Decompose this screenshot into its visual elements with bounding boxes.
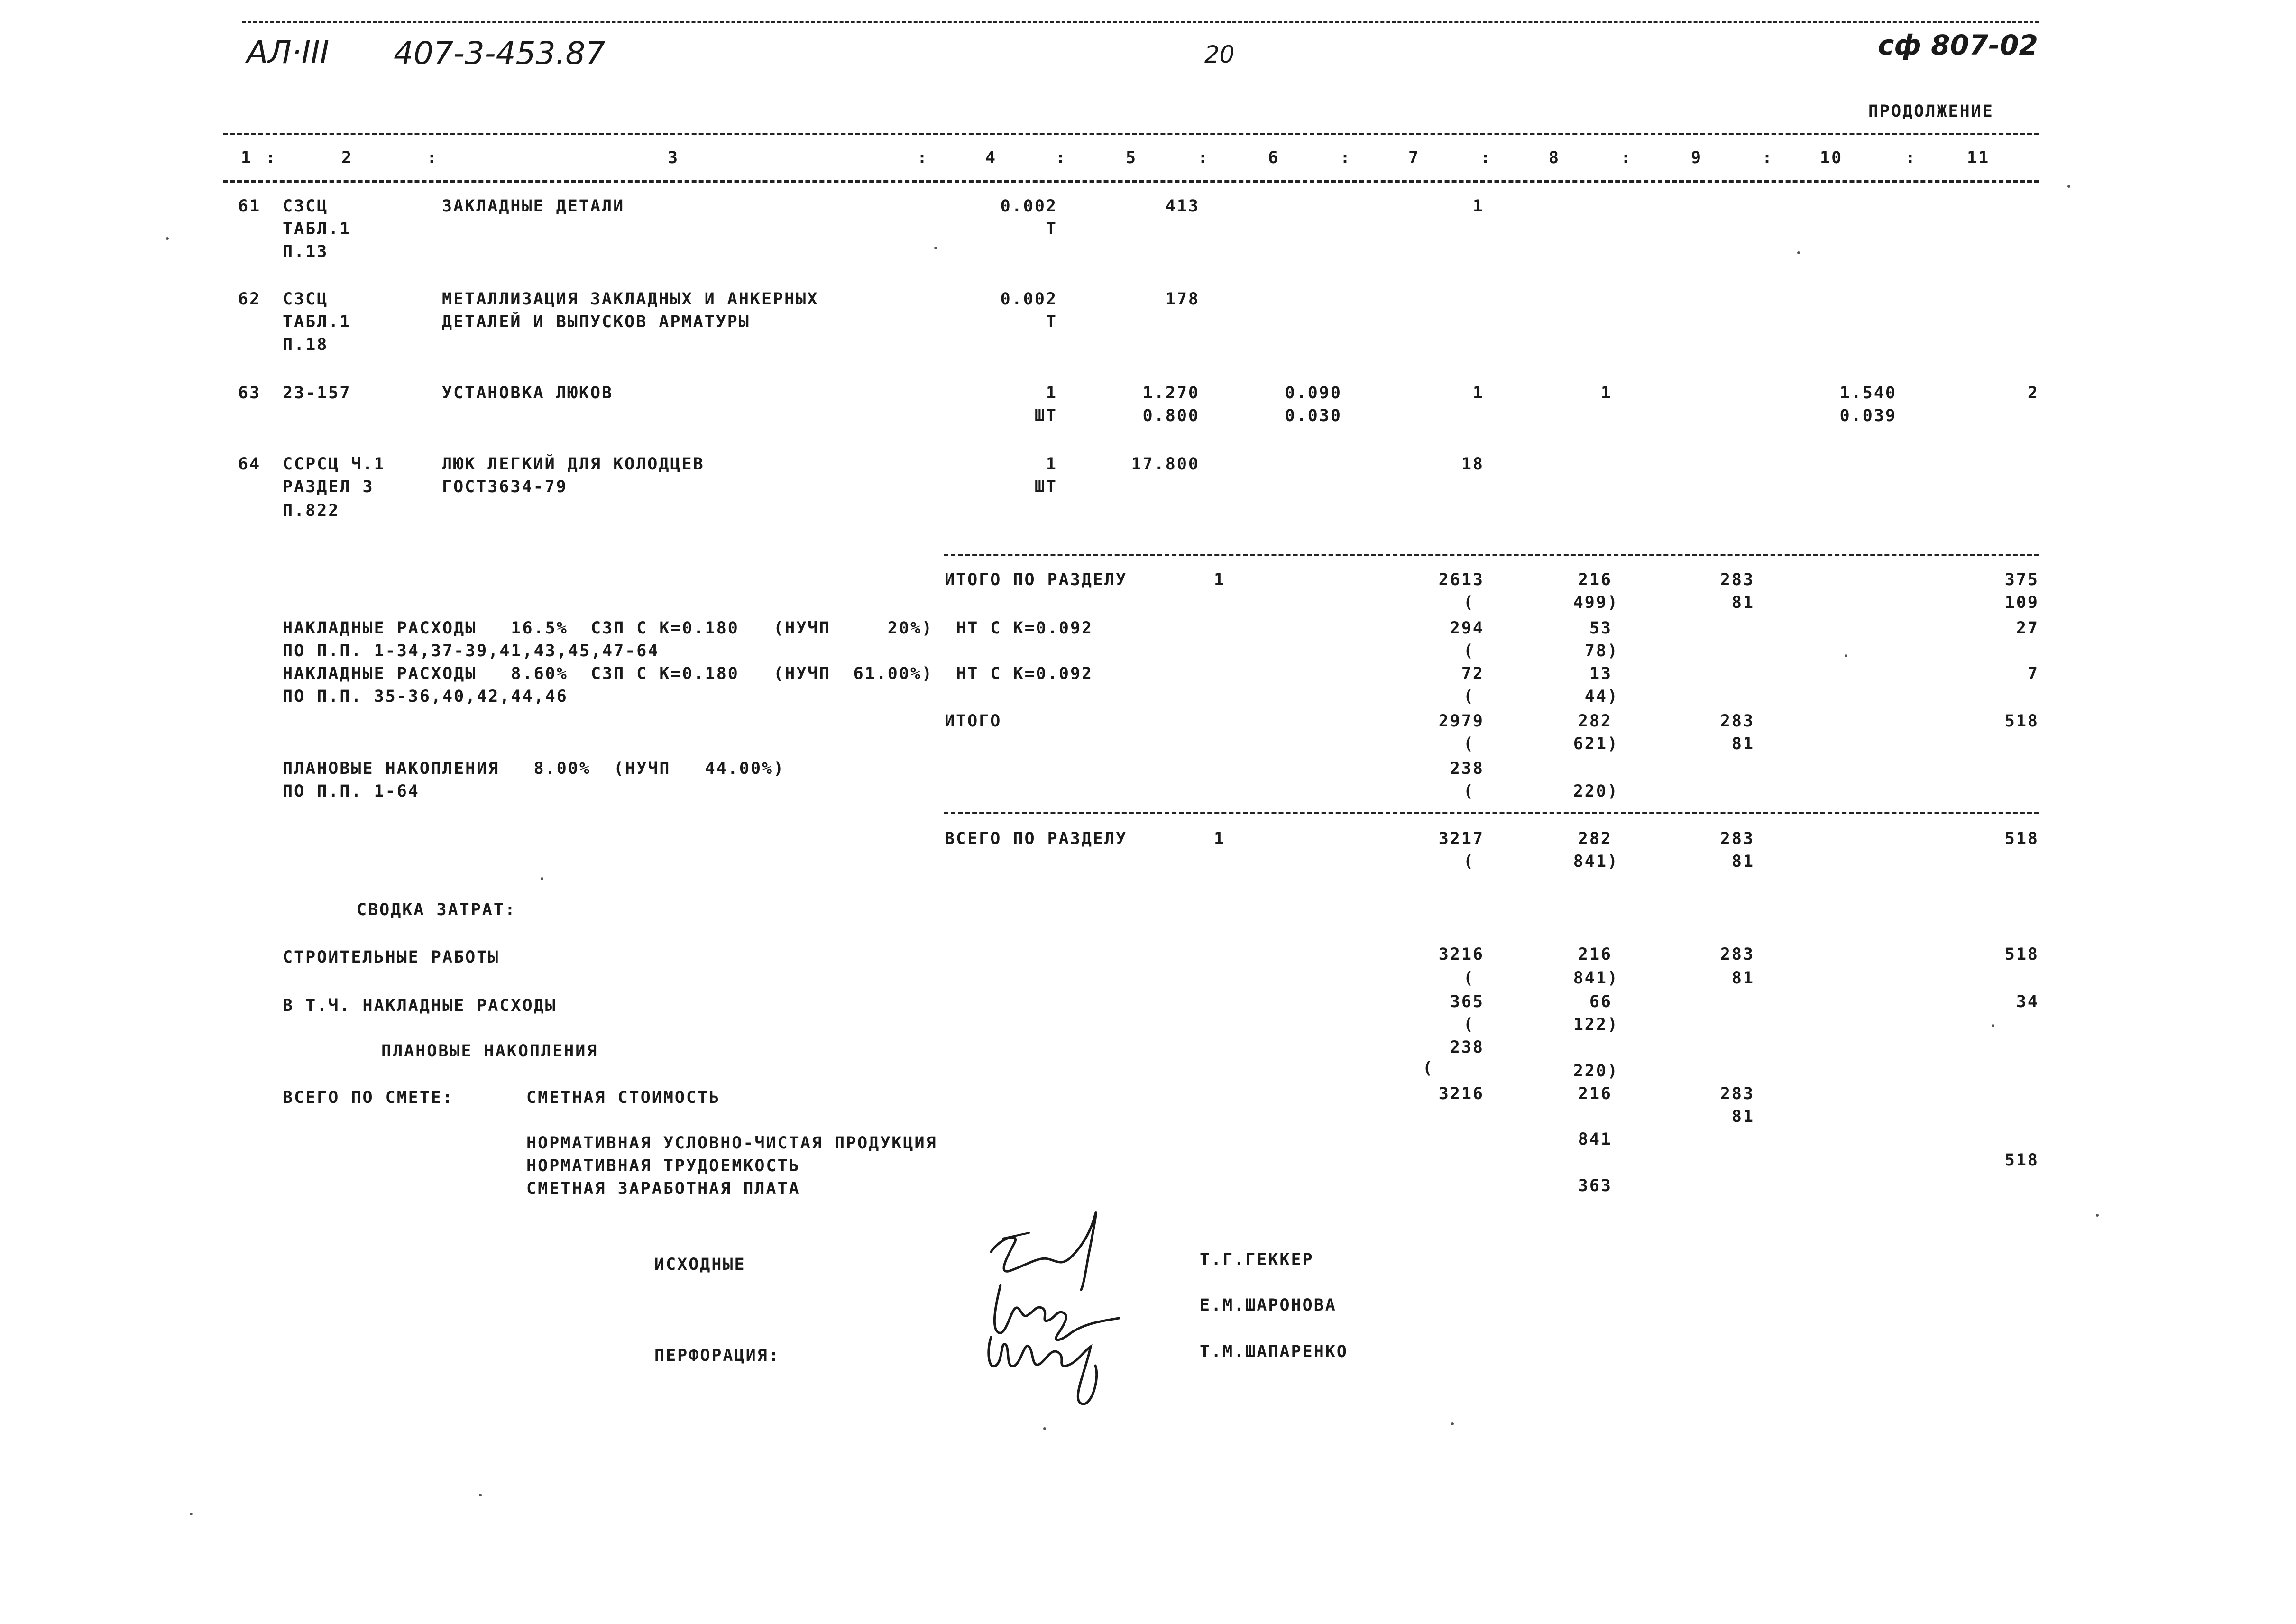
total-col11: 375 [2004,570,2039,589]
item-code: СЗСЦ [283,197,329,216]
normative-labor-value: 518 [2004,1151,2039,1170]
total-col9: 81 [1731,593,1754,612]
item-col8: 1 [1600,384,1612,403]
col-6: 6 [1268,148,1280,167]
total-col8: 216 [1578,570,1612,589]
item-col5: 178 [1165,290,1200,309]
col-sep: : [917,148,929,167]
grand-col11: 518 [2004,829,2039,848]
item-unit: Т [1046,220,1057,239]
summary-col8: 841) [1573,969,1619,988]
subtotal-col11: 518 [2004,712,2039,731]
overhead-paren: ( [1463,687,1475,706]
item-code: СЗСЦ [283,290,329,309]
overhead-range: ПО П.П. 35-36,40,42,44,46 [283,687,568,706]
total-col8: 499) [1573,593,1619,612]
col-7: 7 [1408,148,1420,167]
col-9: 9 [1691,148,1703,167]
overhead-col8: 13 [1589,664,1612,683]
item-unit: ШТ [1034,406,1057,425]
summary-paren: ( [1463,969,1475,988]
item-code: ССРСЦ Ч.1 [283,455,386,474]
item-number: 64 [238,455,261,474]
item-col6: 0.090 [1285,384,1342,403]
col-5: 5 [1126,148,1138,167]
item-unit: Т [1046,312,1057,331]
estimate-col8: 216 [1578,1084,1612,1103]
summary-col9: 283 [1720,945,1754,964]
col-1: 1 [241,148,253,167]
estimate-col7: 3216 [1438,1084,1484,1103]
grand-col8: 841) [1573,852,1619,871]
col-sep: : [266,148,277,167]
planned-range: ПО П.П. 1-64 [283,782,420,801]
item-name: МЕТАЛЛИЗАЦИЯ ЗАКЛАДНЫХ И АНКЕРНЫХ [442,290,819,309]
summary-col11: 34 [2016,992,2039,1011]
col-sep: : [1905,148,1917,167]
item-col7: 1 [1472,197,1484,216]
scan-speck [479,1494,482,1496]
item-col5: 1.270 [1142,384,1200,403]
summary-col8: 66 [1589,992,1612,1011]
grand-section-number: 1 [1214,829,1226,848]
total-col11: 109 [2004,593,2039,612]
subtotal-col7: 2979 [1438,712,1484,731]
planned-paren: ( [1463,782,1475,801]
overhead-col8: 44) [1584,687,1619,706]
subtotal-col8: 621) [1573,734,1619,753]
signer-name: Е.М.ШАРОНОВА [1200,1296,1337,1315]
item-col5: 0.800 [1142,406,1200,425]
normative-labor-label: НОРМАТИВНАЯ ТРУДОЕМКОСТЬ [526,1156,800,1175]
item-code: ТАБЛ.1 [283,312,351,331]
signature-shaparenko [977,1318,1166,1413]
summary-col11: 518 [2004,945,2039,964]
col-sep: : [1198,148,1210,167]
grand-paren: ( [1463,852,1475,871]
item-name: ДЕТАЛЕЙ И ВЫПУСКОВ АРМАТУРЫ [442,312,750,331]
section-total-label: ИТОГО ПО РАЗДЕЛУ [945,570,1128,589]
scan-speck [1992,1024,1994,1027]
subtotal-label: ИТОГО [945,712,1002,731]
planned-col7: 238 [1450,759,1484,778]
subtotal-col9: 81 [1731,734,1754,753]
item-col5: 17.800 [1131,455,1200,474]
top-dashed-rule [242,21,2039,23]
item-quantity: 0.002 [1000,290,1057,309]
scan-speck [1797,251,1800,254]
total-col9: 283 [1720,570,1754,589]
summary-label: В Т.Ч. НАКЛАДНЫЕ РАСХОДЫ [283,996,557,1015]
planned-label: ПЛАНОВЫЕ НАКОПЛЕНИЯ 8.00% (НУЧП 44.00%) [283,759,785,778]
item-unit: ШТ [1034,477,1057,496]
summary-label: ПЛАНОВЫЕ НАКОПЛЕНИЯ [381,1042,598,1061]
document-number: 407-3-453.87 [394,35,606,72]
grand-section-label: ВСЕГО ПО РАЗДЕЛУ [945,829,1128,848]
signer-name: Т.М.ШАПАРЕНКО [1200,1342,1348,1361]
item-col11: 2 [2027,384,2039,403]
item-col7: 18 [1461,455,1484,474]
item-code: ТАБЛ.1 [283,220,351,239]
scan-speck [166,237,169,240]
grand-total-rule [944,812,2039,814]
overhead-col11: 7 [2027,664,2039,683]
overhead-col7: 72 [1461,664,1484,683]
grand-col9: 81 [1731,852,1754,871]
summary-col8: 216 [1578,945,1612,964]
summary-col8: 220) [1573,1062,1619,1081]
item-col7: 1 [1472,384,1484,403]
continuation-label: ПРОДОЛЖЕНИЕ [1868,102,1994,121]
sheet-code: сф 807-02 [1878,29,2038,61]
page-number: 20 [1204,41,1235,68]
wage-value: 363 [1578,1176,1612,1195]
scan-speck [541,877,543,880]
item-code: П.18 [283,335,329,354]
subtotal-paren: ( [1463,734,1475,753]
estimate-col9: 283 [1720,1084,1754,1103]
summary-col7: 365 [1450,992,1484,1011]
scan-speck [1043,1427,1046,1430]
overhead-range: ПО П.П. 1-34,37-39,41,43,45,47-64 [283,642,660,661]
normative-net-value: 841 [1578,1130,1612,1149]
estimate-col9: 81 [1731,1107,1754,1126]
item-number: 62 [238,290,261,309]
overhead-col11: 27 [2016,619,2039,638]
item-number: 63 [238,384,261,403]
col-sep: : [1340,148,1352,167]
scan-speck [1845,654,1847,657]
series-code: АЛ·III [247,34,330,71]
scan-speck [190,1513,193,1515]
section-total-rule [944,554,2039,556]
col-sep: : [1621,148,1633,167]
overhead-col8: 78) [1584,642,1619,661]
header-rule-bottom [223,180,2039,183]
estimate-label: ВСЕГО ПО СМЕТЕ: [283,1088,454,1107]
col-8: 8 [1549,148,1561,167]
grand-col9: 283 [1720,829,1754,848]
grand-col7: 3217 [1438,829,1484,848]
overhead-col7: 294 [1450,619,1484,638]
item-name: УСТАНОВКА ЛЮКОВ [442,384,614,403]
planned-col8: 220) [1573,782,1619,801]
signer-name: Т.Г.ГЕККЕР [1200,1250,1314,1269]
col-11: 11 [1967,148,1990,167]
scan-speck [2096,1214,2099,1217]
item-col6: 0.030 [1285,406,1342,425]
col-sep: : [1056,148,1067,167]
item-col10: 0.039 [1839,406,1897,425]
item-quantity: 1 [1046,455,1057,474]
col-4: 4 [985,148,997,167]
total-paren: ( [1463,593,1475,612]
grand-col8: 282 [1578,829,1612,848]
source-label: ИСХОДНЫЕ [654,1255,746,1274]
normative-net-label: НОРМАТИВНАЯ УСЛОВНО-ЧИСТАЯ ПРОДУКЦИЯ [526,1134,937,1153]
summary-paren: ( [1463,1015,1475,1034]
item-code: 23-157 [283,384,351,403]
col-sep: : [1762,148,1774,167]
subtotal-col9: 283 [1720,712,1754,731]
overhead-paren: ( [1463,642,1475,661]
overhead-label: НАКЛАДНЫЕ РАСХОДЫ 8.60% СЗП С К=0.180 (НУЧП 61.00%) НТ С К=0.092 [283,664,1093,683]
summary-heading: СВОДКА ЗАТРАТ: [357,900,517,919]
section-total-number: 1 [1214,570,1226,589]
item-code: РАЗДЕЛ 3 [283,477,374,496]
scan-speck [934,247,937,249]
scan-speck [2067,185,2070,188]
item-name: ГОСТ3634-79 [442,477,568,496]
item-name: ЗАКЛАДНЫЕ ДЕТАЛИ [442,197,625,216]
col-sep: : [427,148,439,167]
summary-label: СТРОИТЕЛЬНЫЕ РАБОТЫ [283,948,500,967]
summary-col9: 81 [1731,969,1754,988]
col-2: 2 [341,148,353,167]
total-col7: 2613 [1438,570,1484,589]
summary-paren: ( [1423,1059,1434,1078]
item-quantity: 1 [1046,384,1057,403]
col-sep: : [1480,148,1492,167]
col-3: 3 [668,148,680,167]
item-code: П.822 [283,501,340,520]
perforation-label: ПЕРФОРАЦИЯ: [654,1346,780,1365]
item-number: 61 [238,197,261,216]
col-10: 10 [1820,148,1843,167]
overhead-col8: 53 [1589,619,1612,638]
overhead-label: НАКЛАДНЫЕ РАСХОДЫ 16.5% СЗП С К=0.180 (НУЧП 20%) НТ С К=0.092 [283,619,1093,638]
item-col10: 1.540 [1839,384,1897,403]
summary-col7: 238 [1450,1038,1484,1057]
item-quantity: 0.002 [1000,197,1057,216]
item-col5: 413 [1165,197,1200,216]
scan-speck [1451,1422,1454,1425]
wage-label: СМЕТНАЯ ЗАРАБОТНАЯ ПЛАТА [526,1179,800,1198]
summary-col8: 122) [1573,1015,1619,1034]
item-name: ЛЮК ЛЕГКИЙ ДЛЯ КОЛОДЦЕВ [442,455,705,474]
summary-col7: 3216 [1438,945,1484,964]
item-code: П.13 [283,242,329,261]
header-rule-top [223,133,2039,135]
subtotal-col8: 282 [1578,712,1612,731]
estimate-sublabel: СМЕТНАЯ СТОИМОСТЬ [526,1088,721,1107]
